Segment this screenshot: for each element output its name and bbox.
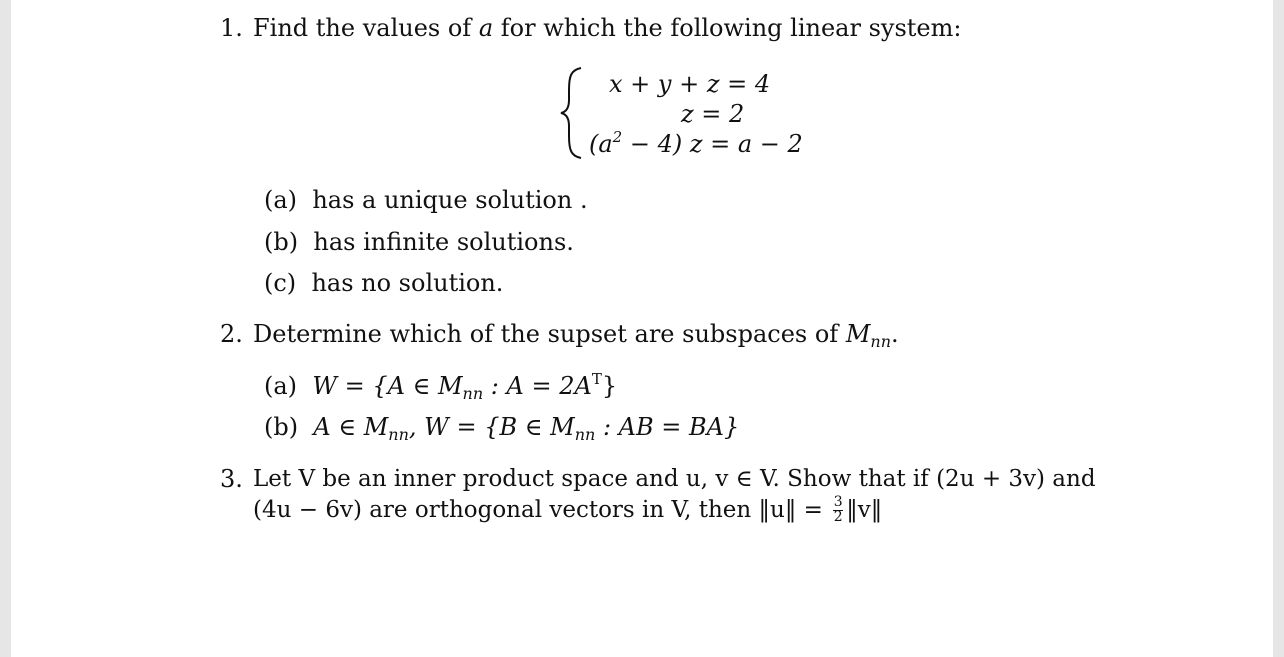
q3-line-1: Let V be an inner product space and u, v ∈ V. Show that if (2u + 3v) and <box>253 466 1096 492</box>
q2-prompt: Determine which of the supset are subspaces of $M_{nn}$. <box>253 320 899 351</box>
q1-part-b: (b) has infinite solutions. <box>264 228 574 256</box>
system-equation-1: x + y + z = 4 <box>609 70 771 98</box>
q1-part-c: (c) has no solution. <box>264 269 504 297</box>
q1-part-a: (a) has a unique solution . <box>264 186 588 214</box>
q2-part-b: (b) A ∈ $M_{nn}$, W = {B ∈ $M_{nn}$ : AB = BA} <box>264 413 740 444</box>
fraction-three-halves: $\frac{3}{2}$ <box>833 494 843 525</box>
q2-part-a: (a) W = {A ∈ $M_{nn}$ : $A = 2A^T$} <box>264 370 618 403</box>
q1-number: 1. <box>220 14 243 42</box>
q3-number: 3. <box>220 465 243 493</box>
q1-prompt: Find the values of a for which the following linear system: <box>253 14 962 42</box>
system-equation-3: $(a^2 - 4) z = a - 2$ <box>589 128 803 158</box>
q2-number: 2. <box>220 320 243 348</box>
q3-line-2: (4u − 6v) are orthogonal vectors in V, then ‖u‖ = $\frac{3}{2}$ ‖v‖ <box>253 494 883 525</box>
system-equation-2: z = 2 <box>681 100 745 128</box>
document-page <box>11 0 1273 657</box>
left-brace-icon <box>557 64 591 162</box>
